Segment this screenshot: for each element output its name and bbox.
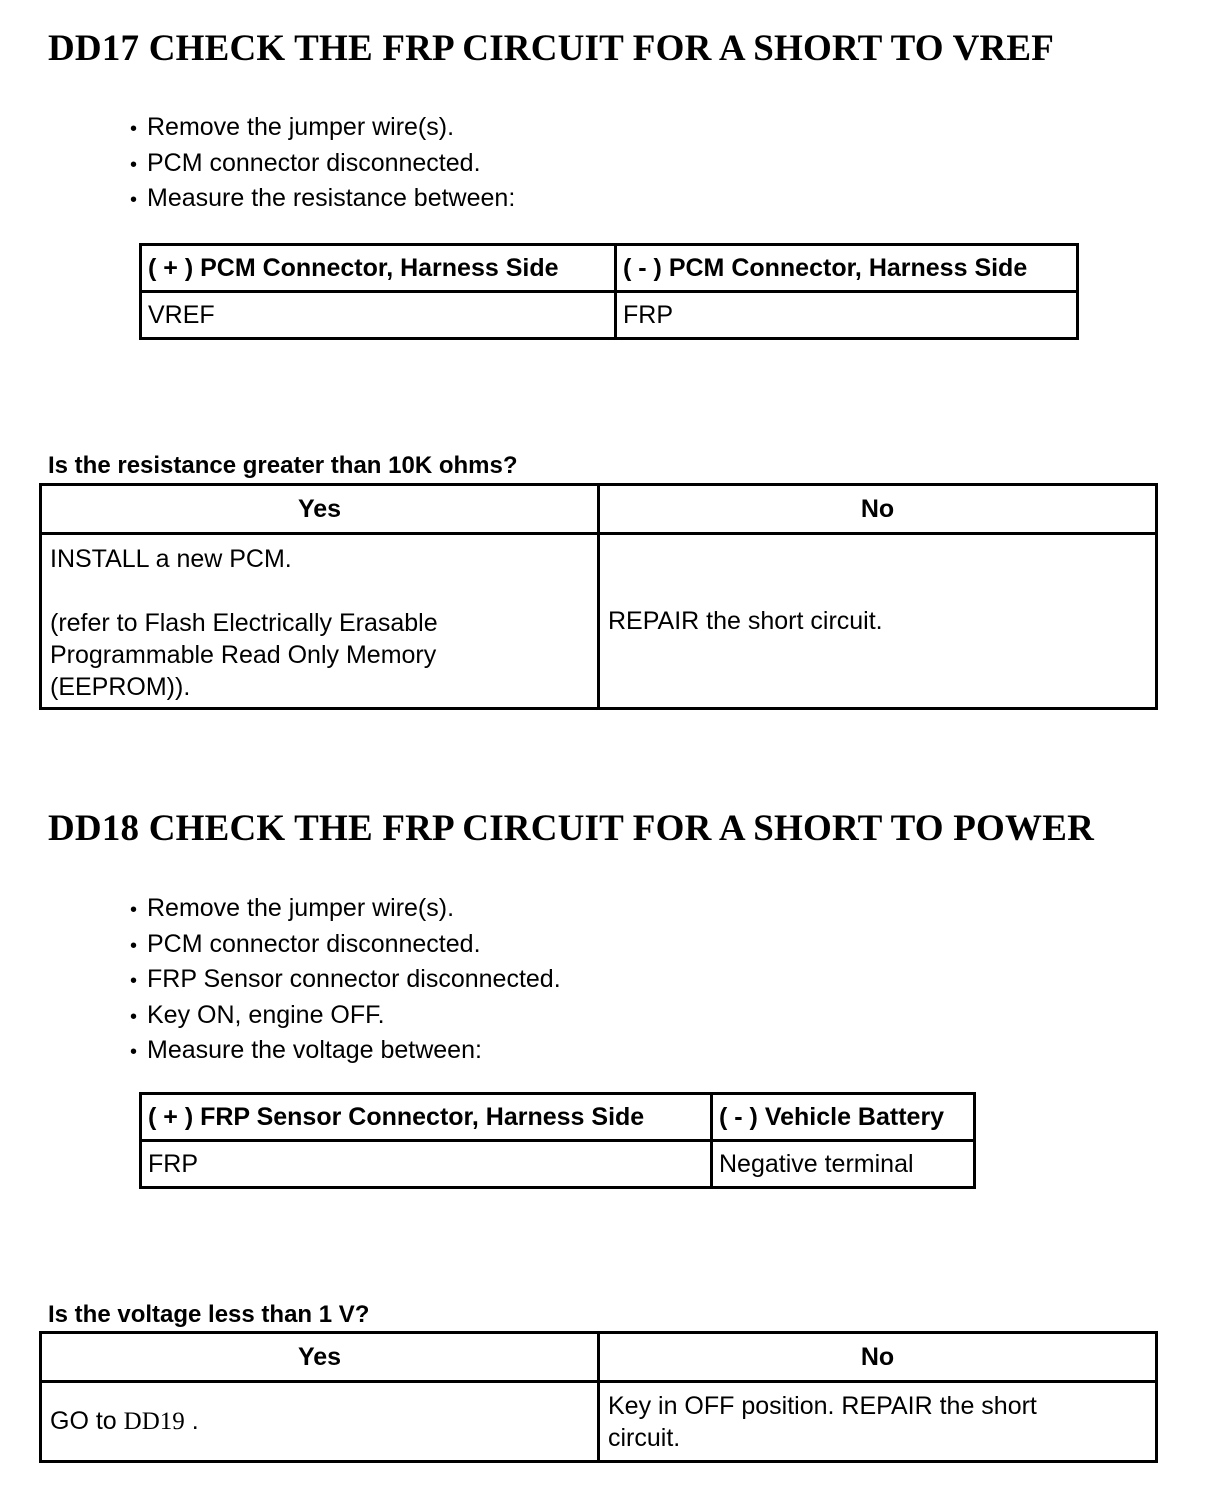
dd17-title: DD17 CHECK THE FRP CIRCUIT FOR A SHORT TO VREF [48,28,1055,69]
list-item: • PCM connector disconnected. [130,928,561,964]
dd18-title: DD18 CHECK THE FRP CIRCUIT FOR A SHORT TO POWER [48,808,1095,849]
dd19-link[interactable]: DD19 [123,1408,185,1435]
yes-action-prefix: GO to [50,1407,124,1435]
dd18-bullet-list [130,892,561,1070]
yes-cell [41,1382,599,1462]
list-item: • Remove the jumper wire(s). [130,111,515,147]
dd18-question: Is the voltage less than 1 V? [48,1301,370,1328]
table-header: ( - ) Vehicle Battery [712,1094,975,1141]
table-cell: Negative terminal [712,1141,975,1188]
yes-action-suffix: . [184,1407,199,1435]
yes-reference: (refer to Flash Electrically Erasable Programmable Read Only Memory (EEPROM)). [50,609,438,701]
dd18-measure-table [139,1092,976,1189]
no-header: No [599,1333,1157,1382]
list-item: • Measure the resistance between: [130,182,515,218]
no-cell: REPAIR the short circuit. [599,534,1157,709]
table-cell: FRP [141,1141,712,1188]
dd17-measure-table [139,243,1079,340]
dd17-bullet-list [130,111,515,218]
no-header: No [599,485,1157,534]
list-item: • Measure the voltage between: [130,1034,561,1070]
dd18-answer-table [39,1331,1158,1463]
dd17-answer-table [39,483,1158,710]
list-item: • Key ON, engine OFF. [130,999,561,1035]
list-item: • PCM connector disconnected. [130,147,515,183]
list-item: • FRP Sensor connector disconnected. [130,963,561,999]
yes-cell [41,534,599,709]
yes-header: Yes [41,1333,599,1382]
dd17-question: Is the resistance greater than 10K ohms? [48,452,518,479]
list-item: • Remove the jumper wire(s). [130,892,561,928]
yes-header: Yes [41,485,599,534]
table-header: ( + ) FRP Sensor Connector, Harness Side [141,1094,712,1141]
no-cell: Key in OFF position. REPAIR the short circuit. [599,1382,1157,1462]
table-cell: VREF [141,292,616,339]
yes-action: INSTALL a new PCM. [50,545,292,573]
table-header: ( - ) PCM Connector, Harness Side [616,245,1078,292]
table-header: ( + ) PCM Connector, Harness Side [141,245,616,292]
table-cell: FRP [616,292,1078,339]
